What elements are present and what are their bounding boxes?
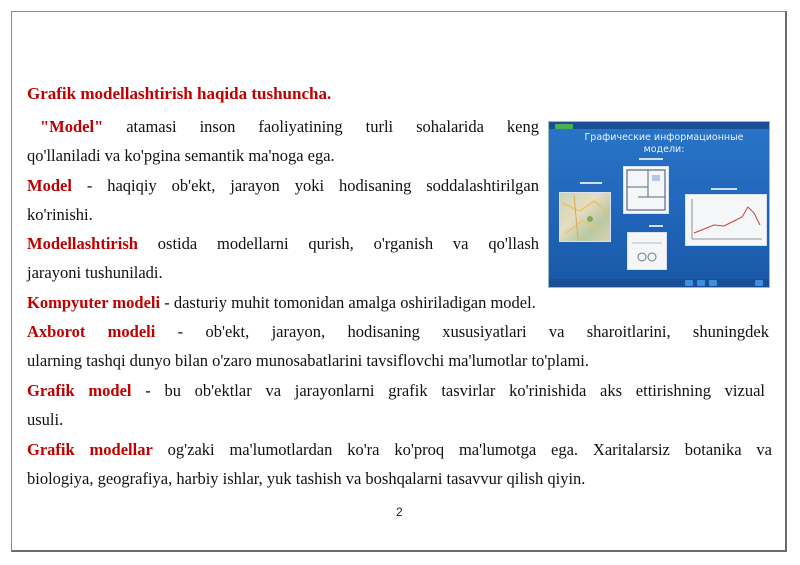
slide-title-line2: модели: [643,144,685,155]
paragraph-info-model-line2: ularning tashqi dunyo bilan o'zaro munosabatlarini tavsiflovchi ma'lumotlar to'plami. [27,351,590,370]
paragraph-info-model-line1 [27,322,769,342]
page-number: 2 [396,505,403,519]
slide-label-scheme [649,225,663,227]
slide-nav-back-icon [685,280,693,286]
slide-label-plan [639,158,663,160]
paragraph-graphic-models-line1 [27,440,772,460]
term-model: Model [27,176,72,195]
slide-floorplan-image [623,166,669,214]
paragraph-model-line1 [27,117,539,137]
paragraph-text: atamasi inson faoliyatining turli sohalarida keng [103,117,539,136]
term-grafik-modellar: Grafik modellar [27,440,153,459]
line-graph-icon [686,195,766,245]
term-model-quoted: "Model" [40,117,104,136]
slide-title-line1: Графические информационные [584,132,744,143]
paragraph-text: og'zaki ma'lumotlardan ko'ra ko'proq ma'lumotga ega. Xaritalarsiz botanika va [152,440,772,459]
term-grafik-model: Grafik model [27,381,132,400]
slide-title [569,132,759,156]
slide-nav-forward-icon [709,280,717,286]
paragraph-graphic-model-line2: usuli. [27,410,64,429]
term-kompyuter-modeli: Kompyuter modeli [27,293,161,312]
paragraph-computer-model [27,293,536,313]
paragraph-text: - dasturiy muhit tomonidan amalga oshiriladigan model. [160,293,536,312]
slide-illustration [548,121,770,288]
slide-top-bar [549,122,769,129]
slide-graph-image [685,194,767,246]
slide-scheme-image [627,232,667,270]
term-modellashtirish: Modellashtirish [27,234,138,253]
floorplan-icon [624,167,668,213]
map-roads-icon [560,193,610,241]
paragraph-model-line2: qo'llaniladi va ko'pgina semantik ma'noga ega. [27,146,335,165]
paragraph-definition-line2: ko'rinishi. [27,205,93,224]
slide-bottom-bar [549,279,769,287]
paragraph-text: - haqiqiy ob'ekt, jarayon yoki hodisaning soddalashtirilgan [71,176,539,195]
paragraph-text: - bu ob'ektlar va jarayonlarni grafik tasvirlar ko'rinishida aks ettirishning vizual [131,381,765,400]
slide-nav-exit-icon [755,280,763,286]
paragraph-graphic-model-line1 [27,381,765,401]
slide-logo [555,124,573,129]
paragraph-definition-line1 [27,176,539,196]
paragraph-text: - ob'ekt, jarayon, hodisaning xususiyatlari va sharoitlarini, shuningdek [155,322,770,341]
paragraph-graphic-models-line2: biologiya, geografiya, harbiy ishlar, yuk tashish va boshqalarni tasavvur qilish qiyin. [27,469,586,488]
paragraph-modelling-line1 [27,234,539,254]
slide-nav-home-icon [697,280,705,286]
page-heading: Grafik modellashtirish haqida tushuncha. [27,84,332,103]
paragraph-modelling-line2: jarayoni tushuniladi. [27,263,163,282]
slide-label-graph [711,188,737,190]
scheme-icon [628,233,666,269]
paragraph-text: ostida modellarni qurish, o'rganish va qo'llash [137,234,539,253]
slide-label-map [580,182,602,184]
slide-map-image [559,192,611,242]
term-axborot-modeli: Axborot modeli [27,322,156,341]
